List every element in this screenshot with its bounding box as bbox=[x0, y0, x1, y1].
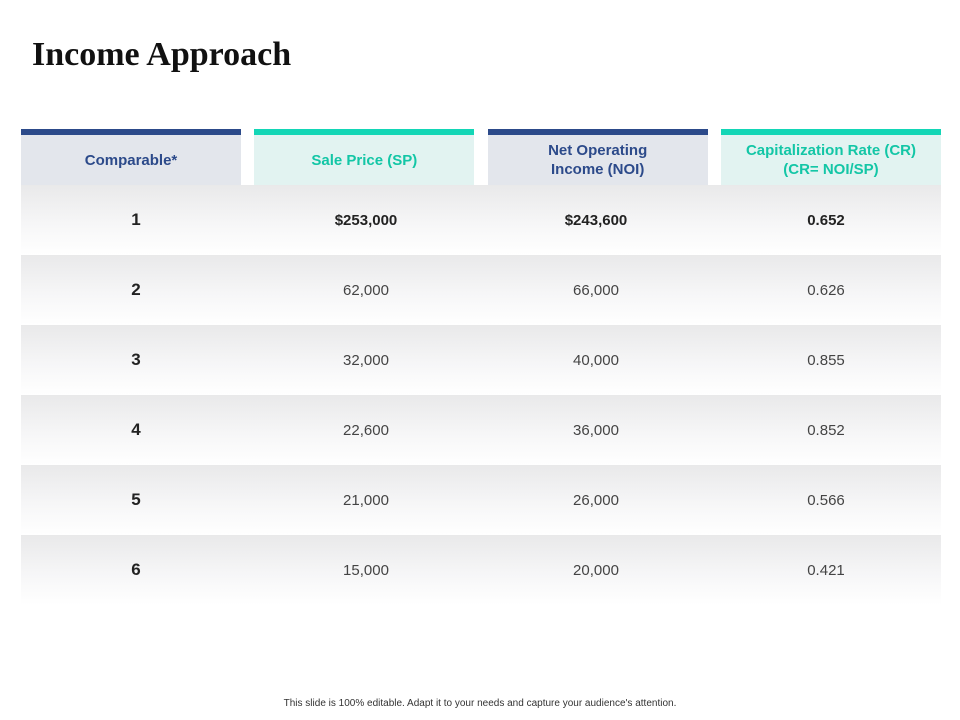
table-row bbox=[21, 325, 941, 395]
cap-rate-cell: 0.566 bbox=[807, 491, 845, 509]
sale-price-cell: 21,000 bbox=[343, 491, 389, 509]
noi-cell: $243,600 bbox=[564, 211, 628, 229]
sale-price-cell: 15,000 bbox=[343, 561, 389, 579]
header-noi-line1: Net Operating bbox=[548, 142, 648, 159]
income-table bbox=[21, 129, 941, 605]
cap-rate-cell: 0.852 bbox=[807, 421, 845, 439]
header-comparable bbox=[21, 129, 241, 185]
table-row bbox=[21, 395, 941, 465]
cap-rate-cell: 0.652 bbox=[807, 211, 845, 229]
header-noi-line2: Income (NOI) bbox=[550, 161, 645, 178]
header-comparable-label: Comparable* bbox=[84, 151, 178, 169]
header-net-operating-income bbox=[488, 129, 708, 185]
table-header-row bbox=[21, 129, 941, 185]
sale-price-cell: $253,000 bbox=[334, 211, 398, 229]
comparable-cell: 2 bbox=[131, 280, 141, 299]
sale-price-cell: 62,000 bbox=[343, 281, 389, 299]
table-row bbox=[21, 185, 941, 255]
footer-note: This slide is 100% editable. Adapt it to your needs and capture your audience's attention. bbox=[283, 698, 677, 709]
cap-rate-cell: 0.626 bbox=[807, 281, 845, 299]
cap-rate-cell: 0.855 bbox=[807, 351, 845, 369]
page-title: Income Approach bbox=[32, 36, 292, 73]
header-cr-line2: (CR= NOI/SP) bbox=[783, 161, 879, 178]
sale-price-cell: 32,000 bbox=[343, 351, 389, 369]
comparable-cell: 5 bbox=[131, 490, 141, 509]
header-sale-price bbox=[254, 129, 474, 185]
comparable-cell: 3 bbox=[131, 350, 141, 369]
noi-cell: 40,000 bbox=[573, 351, 619, 369]
comparable-cell: 4 bbox=[131, 420, 141, 439]
sale-price-cell: 22,600 bbox=[343, 421, 389, 439]
header-cr-line1: Capitalization Rate (CR) bbox=[745, 142, 916, 159]
header-capitalization-rate bbox=[721, 129, 941, 185]
noi-cell: 26,000 bbox=[573, 491, 619, 509]
table-row bbox=[21, 465, 941, 535]
noi-cell: 36,000 bbox=[573, 421, 619, 439]
header-sale-price-label: Sale Price (SP) bbox=[311, 151, 418, 169]
noi-cell: 66,000 bbox=[573, 281, 619, 299]
cap-rate-cell: 0.421 bbox=[807, 561, 845, 579]
table-row bbox=[21, 535, 941, 605]
comparable-cell: 6 bbox=[131, 560, 141, 579]
table-row bbox=[21, 255, 941, 325]
noi-cell: 20,000 bbox=[573, 561, 619, 579]
comparable-cell: 1 bbox=[131, 210, 141, 229]
